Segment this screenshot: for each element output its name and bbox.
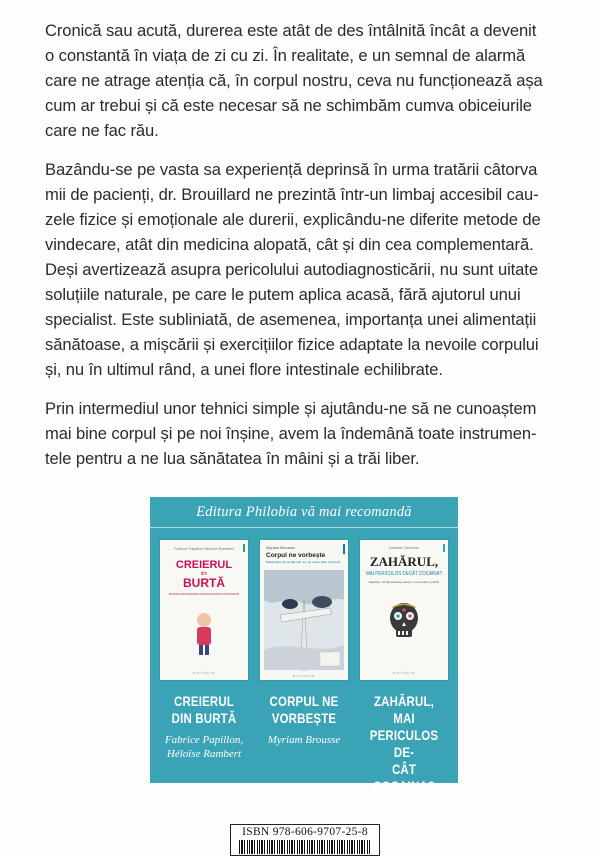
cover-art bbox=[160, 540, 248, 680]
cover-title-line-1: ZAHĂRUL, bbox=[369, 554, 439, 569]
cover-subtitle: Metoda simplă de a ne asculta corpul bbox=[266, 560, 341, 564]
text-line: zele fizice și emoționale ale durerii, explicându-ne diferite metode de bbox=[45, 210, 541, 229]
cover-subtitle: Metode, soluții practice pentru a renunța la zahăr bbox=[369, 580, 439, 584]
text-line: soluțiile naturale, pe care le putem aplica acasă, fără ajutorul unui bbox=[45, 285, 521, 304]
book-caption-2 bbox=[256, 693, 352, 747]
text-line: Prin intermediul unor tehnici simple și ajutându-ne să ne cunoaștem bbox=[45, 399, 537, 418]
description-paragraph-1 bbox=[45, 18, 565, 143]
caption-authors: Fabrice Papillon, Héloïse Rambert bbox=[164, 734, 244, 760]
description-paragraph-2 bbox=[45, 157, 565, 382]
caption-title: CREIERUL DIN BURTĂ bbox=[171, 693, 237, 726]
cover-publisher: philobia bbox=[193, 670, 215, 675]
book-cover-creierul-din-burta bbox=[160, 540, 248, 680]
text-line: mai bine corpul și pe noi înșine, avem la îndemână toate instrumen- bbox=[45, 424, 537, 443]
publisher-recommendations bbox=[150, 497, 459, 814]
isbn-text: ISBN 978-606-9707-25-8 bbox=[242, 826, 368, 838]
cover-authors: Fabrice Papillon Héloïse Rambert bbox=[174, 546, 234, 551]
text-line: Deși avertizează asupra pericolului autodiagnosticării, nu sunt uitate bbox=[45, 260, 538, 279]
cover-author: Myriam Brousse bbox=[266, 545, 295, 550]
text-line: o constantă în viața de zi cu zi. În realitate, e un semnal de alarmă bbox=[45, 46, 526, 65]
text-line: Cronică sau acută, durerea este atât de des întâlnită încât a devenit bbox=[45, 21, 537, 40]
cover-art bbox=[360, 540, 459, 680]
text-line: specialist. Este subliniată, de asemenea, importanța unei alimentații bbox=[45, 310, 537, 329]
book-cover-zaharul bbox=[360, 540, 459, 680]
text-line: mii de pacienți, dr. Brouillard ne prezintă într-un limbaj accesibil cau- bbox=[45, 185, 539, 204]
cover-title-line-1: CREIERUL bbox=[175, 559, 233, 571]
cover-art bbox=[260, 540, 348, 680]
caption-title: CORPUL NE VORBEȘTE bbox=[269, 693, 339, 726]
text-line: care ne atrage atenția că, în corpul nostru, ceva nu funcționează așa bbox=[45, 71, 543, 90]
caption-authors: Danièle Gerkens bbox=[366, 802, 442, 814]
cover-title: Corpul ne vorbește bbox=[266, 552, 326, 559]
cover-photo-shape bbox=[282, 599, 298, 609]
text-line: Bazându-se pe vasta sa experiență deprinsă în urma tratării câtorva bbox=[45, 160, 538, 179]
text-line: și, nu în ultimul rând, a unei flore intestinale echilibrate. bbox=[45, 360, 443, 379]
cover-title-line-3: BURTĂ bbox=[183, 576, 225, 590]
text-line: care ne fac rău. bbox=[45, 121, 159, 140]
book-caption-3 bbox=[356, 693, 452, 815]
book-cover-corpul-ne-vorbeste bbox=[260, 540, 348, 680]
cover-author: Danièle Gerkens bbox=[389, 545, 419, 550]
caption-title: ZAHĂRUL, MAI PERICULOS DE- CÂT COCAINA? bbox=[369, 693, 439, 794]
book-caption-1 bbox=[156, 693, 252, 761]
cover-title-line-2: MAI PERICULOS DECÂT COCAINA? bbox=[366, 571, 459, 577]
text-line: tele pentru a ne lua sănătatea în mâini și a trăi liber. bbox=[45, 449, 420, 468]
cover-publisher: philobia bbox=[393, 670, 415, 675]
book-description bbox=[45, 18, 565, 485]
figure-body bbox=[197, 627, 211, 645]
cover-publisher: philobia bbox=[293, 673, 315, 678]
description-paragraph-3 bbox=[45, 396, 565, 471]
figure-head bbox=[197, 613, 211, 627]
text-line: cum ar trebui și că este necesar să ne schimbăm cumva obiceiurile bbox=[45, 96, 532, 115]
cover-subtitle: DESCOPERIRI ȘTIINȚIFICE RECENTE ȘI SFATURI PRACTICE PENTRU O SĂNĂTATE MAI BUNĂ bbox=[169, 592, 239, 596]
caption-authors: Myriam Brousse bbox=[267, 734, 341, 746]
text-line: vindecare, atât din medicina alopată, cât și din cea complementară. bbox=[45, 235, 534, 254]
recommendations-header: Editura Philobia vă mai recomandă bbox=[150, 497, 458, 528]
barcode bbox=[239, 840, 371, 854]
isbn-barcode-box bbox=[230, 824, 380, 856]
cover-title-line-2: din bbox=[200, 571, 208, 577]
text-line: sănătoase, a mișcării și exercițiilor fizice adaptate la nevoile corpului bbox=[45, 335, 539, 354]
